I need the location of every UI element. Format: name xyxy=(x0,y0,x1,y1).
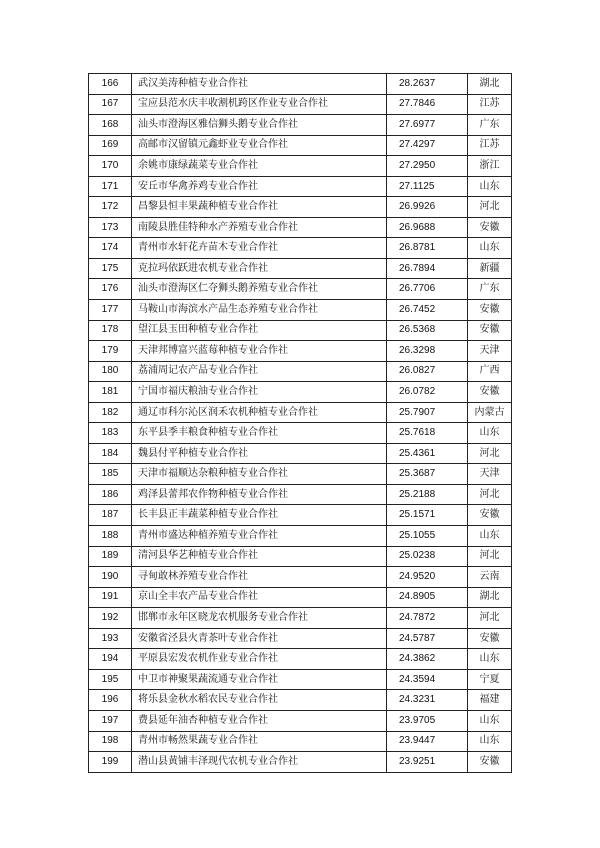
name-cell: 长丰县正丰蔬菜种植专业合作社 xyxy=(132,505,387,526)
table-row xyxy=(89,464,512,485)
table-row xyxy=(89,710,512,731)
name-cell: 克拉玛依跃进农机专业合作社 xyxy=(132,258,387,279)
name-cell: 昌黎县恒丰果蔬种植专业合作社 xyxy=(132,197,387,218)
score-cell: 26.3298 xyxy=(387,341,468,362)
name-cell: 武汉美涛种植专业合作社 xyxy=(132,74,387,95)
province-cell: 广东 xyxy=(468,279,512,300)
score-cell: 27.1125 xyxy=(387,176,468,197)
name-cell: 南陵县胜佳特种水产养殖专业合作社 xyxy=(132,217,387,238)
rank-cell: 199 xyxy=(89,752,132,773)
name-cell: 青州市盛达种植养殖专业合作社 xyxy=(132,526,387,547)
rank-cell: 195 xyxy=(89,669,132,690)
table-row xyxy=(89,669,512,690)
rank-cell: 185 xyxy=(89,464,132,485)
rank-cell: 188 xyxy=(89,526,132,547)
score-cell: 27.4297 xyxy=(387,135,468,156)
table-row xyxy=(89,484,512,505)
name-cell: 潜山县黄铺丰泽现代农机专业合作社 xyxy=(132,752,387,773)
score-cell: 26.7894 xyxy=(387,258,468,279)
province-cell: 浙江 xyxy=(468,156,512,177)
province-cell: 安徽 xyxy=(468,752,512,773)
name-cell: 高邮市汉留镇元鑫虾业专业合作社 xyxy=(132,135,387,156)
table-row xyxy=(89,690,512,711)
name-cell: 青州市畅然果蔬专业合作社 xyxy=(132,731,387,752)
name-cell: 安徽省泾县火青茶叶专业合作社 xyxy=(132,628,387,649)
score-cell: 23.9705 xyxy=(387,710,468,731)
name-cell: 天津邦博富兴蓝莓种植专业合作社 xyxy=(132,341,387,362)
score-cell: 26.0782 xyxy=(387,382,468,403)
score-cell: 23.9251 xyxy=(387,752,468,773)
table-body xyxy=(89,74,512,773)
score-cell: 25.7907 xyxy=(387,402,468,423)
name-cell: 鸡泽县蕾邦农作物种植专业合作社 xyxy=(132,484,387,505)
name-cell: 邯郸市永年区晓龙农机服务专业合作社 xyxy=(132,608,387,629)
score-cell: 24.5787 xyxy=(387,628,468,649)
province-cell: 河北 xyxy=(468,197,512,218)
province-cell: 安徽 xyxy=(468,628,512,649)
rank-cell: 181 xyxy=(89,382,132,403)
score-cell: 24.3862 xyxy=(387,649,468,670)
province-cell: 安徽 xyxy=(468,505,512,526)
rank-cell: 167 xyxy=(89,94,132,115)
score-cell: 24.8905 xyxy=(387,587,468,608)
score-cell: 25.2188 xyxy=(387,484,468,505)
province-cell: 河北 xyxy=(468,546,512,567)
table-row xyxy=(89,176,512,197)
score-cell: 24.7872 xyxy=(387,608,468,629)
rank-cell: 193 xyxy=(89,628,132,649)
score-cell: 24.3594 xyxy=(387,669,468,690)
province-cell: 新疆 xyxy=(468,258,512,279)
table-row xyxy=(89,546,512,567)
cooperative-ranking-table xyxy=(88,73,512,773)
province-cell: 安徽 xyxy=(468,300,512,321)
table-row xyxy=(89,752,512,773)
table-row xyxy=(89,300,512,321)
rank-cell: 184 xyxy=(89,443,132,464)
table-row xyxy=(89,628,512,649)
province-cell: 山东 xyxy=(468,710,512,731)
rank-cell: 169 xyxy=(89,135,132,156)
name-cell: 通辽市科尔沁区润禾农机种植专业合作社 xyxy=(132,402,387,423)
rank-cell: 198 xyxy=(89,731,132,752)
rank-cell: 177 xyxy=(89,300,132,321)
table-row xyxy=(89,279,512,300)
table-row xyxy=(89,505,512,526)
table-row xyxy=(89,135,512,156)
score-cell: 26.7706 xyxy=(387,279,468,300)
province-cell: 山东 xyxy=(468,176,512,197)
name-cell: 汕头市澄海区仁夺狮头鹅养殖专业合作社 xyxy=(132,279,387,300)
name-cell: 天津市福顺达杂粮种植专业合作社 xyxy=(132,464,387,485)
table-row xyxy=(89,402,512,423)
score-cell: 27.7846 xyxy=(387,94,468,115)
rank-cell: 186 xyxy=(89,484,132,505)
name-cell: 青州市水轩花卉苗木专业合作社 xyxy=(132,238,387,259)
table-row xyxy=(89,526,512,547)
province-cell: 宁夏 xyxy=(468,669,512,690)
score-cell: 23.9447 xyxy=(387,731,468,752)
score-cell: 24.3231 xyxy=(387,690,468,711)
table-row xyxy=(89,443,512,464)
table-row xyxy=(89,156,512,177)
score-cell: 26.8781 xyxy=(387,238,468,259)
province-cell: 山东 xyxy=(468,731,512,752)
province-cell: 湖北 xyxy=(468,74,512,95)
table-row xyxy=(89,608,512,629)
name-cell: 平原县宏发农机作业专业合作社 xyxy=(132,649,387,670)
table-row xyxy=(89,341,512,362)
province-cell: 山东 xyxy=(468,238,512,259)
name-cell: 费县延年油杏种植专业合作社 xyxy=(132,710,387,731)
rank-cell: 194 xyxy=(89,649,132,670)
name-cell: 宝应县范水庆丰收割机跨区作业专业合作社 xyxy=(132,94,387,115)
rank-cell: 189 xyxy=(89,546,132,567)
province-cell: 山东 xyxy=(468,423,512,444)
province-cell: 山东 xyxy=(468,526,512,547)
province-cell: 安徽 xyxy=(468,217,512,238)
table-row xyxy=(89,382,512,403)
province-cell: 山东 xyxy=(468,649,512,670)
name-cell: 余姚市康绿蔬菜专业合作社 xyxy=(132,156,387,177)
province-cell: 湖北 xyxy=(468,587,512,608)
rank-cell: 190 xyxy=(89,567,132,588)
province-cell: 河北 xyxy=(468,608,512,629)
table-row xyxy=(89,320,512,341)
name-cell: 清河县华艺种植专业合作社 xyxy=(132,546,387,567)
rank-cell: 178 xyxy=(89,320,132,341)
name-cell: 京山全丰农产品专业合作社 xyxy=(132,587,387,608)
name-cell: 宁国市福庆粮油专业合作社 xyxy=(132,382,387,403)
table-row xyxy=(89,238,512,259)
table-row xyxy=(89,74,512,95)
rank-cell: 187 xyxy=(89,505,132,526)
province-cell: 内蒙古 xyxy=(468,402,512,423)
name-cell: 东平县季丰粮食种植专业合作社 xyxy=(132,423,387,444)
province-cell: 广东 xyxy=(468,115,512,136)
province-cell: 广西 xyxy=(468,361,512,382)
rank-cell: 183 xyxy=(89,423,132,444)
name-cell: 荔浦周记农产品专业合作社 xyxy=(132,361,387,382)
name-cell: 寻甸敢林养殖专业合作社 xyxy=(132,567,387,588)
score-cell: 25.0238 xyxy=(387,546,468,567)
name-cell: 马鞍山市海滨水产品生态养殖专业合作社 xyxy=(132,300,387,321)
name-cell: 魏县付平种植专业合作社 xyxy=(132,443,387,464)
province-cell: 河北 xyxy=(468,443,512,464)
name-cell: 汕头市澄海区雅信狮头鹅专业合作社 xyxy=(132,115,387,136)
table-row xyxy=(89,731,512,752)
name-cell: 将乐县金秋水稻农民专业合作社 xyxy=(132,690,387,711)
name-cell: 安丘市华禽养鸡专业合作社 xyxy=(132,176,387,197)
rank-cell: 191 xyxy=(89,587,132,608)
score-cell: 25.7618 xyxy=(387,423,468,444)
table-row xyxy=(89,587,512,608)
province-cell: 天津 xyxy=(468,341,512,362)
score-cell: 26.9688 xyxy=(387,217,468,238)
score-cell: 25.4361 xyxy=(387,443,468,464)
rank-cell: 175 xyxy=(89,258,132,279)
score-cell: 25.1571 xyxy=(387,505,468,526)
province-cell: 江苏 xyxy=(468,135,512,156)
rank-cell: 173 xyxy=(89,217,132,238)
table-row xyxy=(89,115,512,136)
rank-cell: 168 xyxy=(89,115,132,136)
province-cell: 云南 xyxy=(468,567,512,588)
rank-cell: 171 xyxy=(89,176,132,197)
province-cell: 江苏 xyxy=(468,94,512,115)
province-cell: 河北 xyxy=(468,484,512,505)
score-cell: 25.1055 xyxy=(387,526,468,547)
score-cell: 26.9926 xyxy=(387,197,468,218)
score-cell: 28.2637 xyxy=(387,74,468,95)
rank-cell: 172 xyxy=(89,197,132,218)
rank-cell: 166 xyxy=(89,74,132,95)
province-cell: 安徽 xyxy=(468,382,512,403)
rank-cell: 182 xyxy=(89,402,132,423)
score-cell: 26.7452 xyxy=(387,300,468,321)
province-cell: 安徽 xyxy=(468,320,512,341)
score-cell: 26.0827 xyxy=(387,361,468,382)
province-cell: 天津 xyxy=(468,464,512,485)
score-cell: 27.6977 xyxy=(387,115,468,136)
score-cell: 26.5368 xyxy=(387,320,468,341)
table-row xyxy=(89,94,512,115)
table-row xyxy=(89,217,512,238)
rank-cell: 176 xyxy=(89,279,132,300)
score-cell: 24.9520 xyxy=(387,567,468,588)
table-row xyxy=(89,423,512,444)
table-row xyxy=(89,567,512,588)
rank-cell: 196 xyxy=(89,690,132,711)
score-cell: 25.3687 xyxy=(387,464,468,485)
rank-cell: 197 xyxy=(89,710,132,731)
rank-cell: 174 xyxy=(89,238,132,259)
table-row xyxy=(89,197,512,218)
rank-cell: 170 xyxy=(89,156,132,177)
name-cell: 中卫市神聚果蔬流通专业合作社 xyxy=(132,669,387,690)
score-cell: 27.2950 xyxy=(387,156,468,177)
rank-cell: 179 xyxy=(89,341,132,362)
rank-cell: 192 xyxy=(89,608,132,629)
table-row xyxy=(89,361,512,382)
province-cell: 福建 xyxy=(468,690,512,711)
table-row xyxy=(89,258,512,279)
rank-cell: 180 xyxy=(89,361,132,382)
name-cell: 望江县玉田种植专业合作社 xyxy=(132,320,387,341)
table-row xyxy=(89,649,512,670)
